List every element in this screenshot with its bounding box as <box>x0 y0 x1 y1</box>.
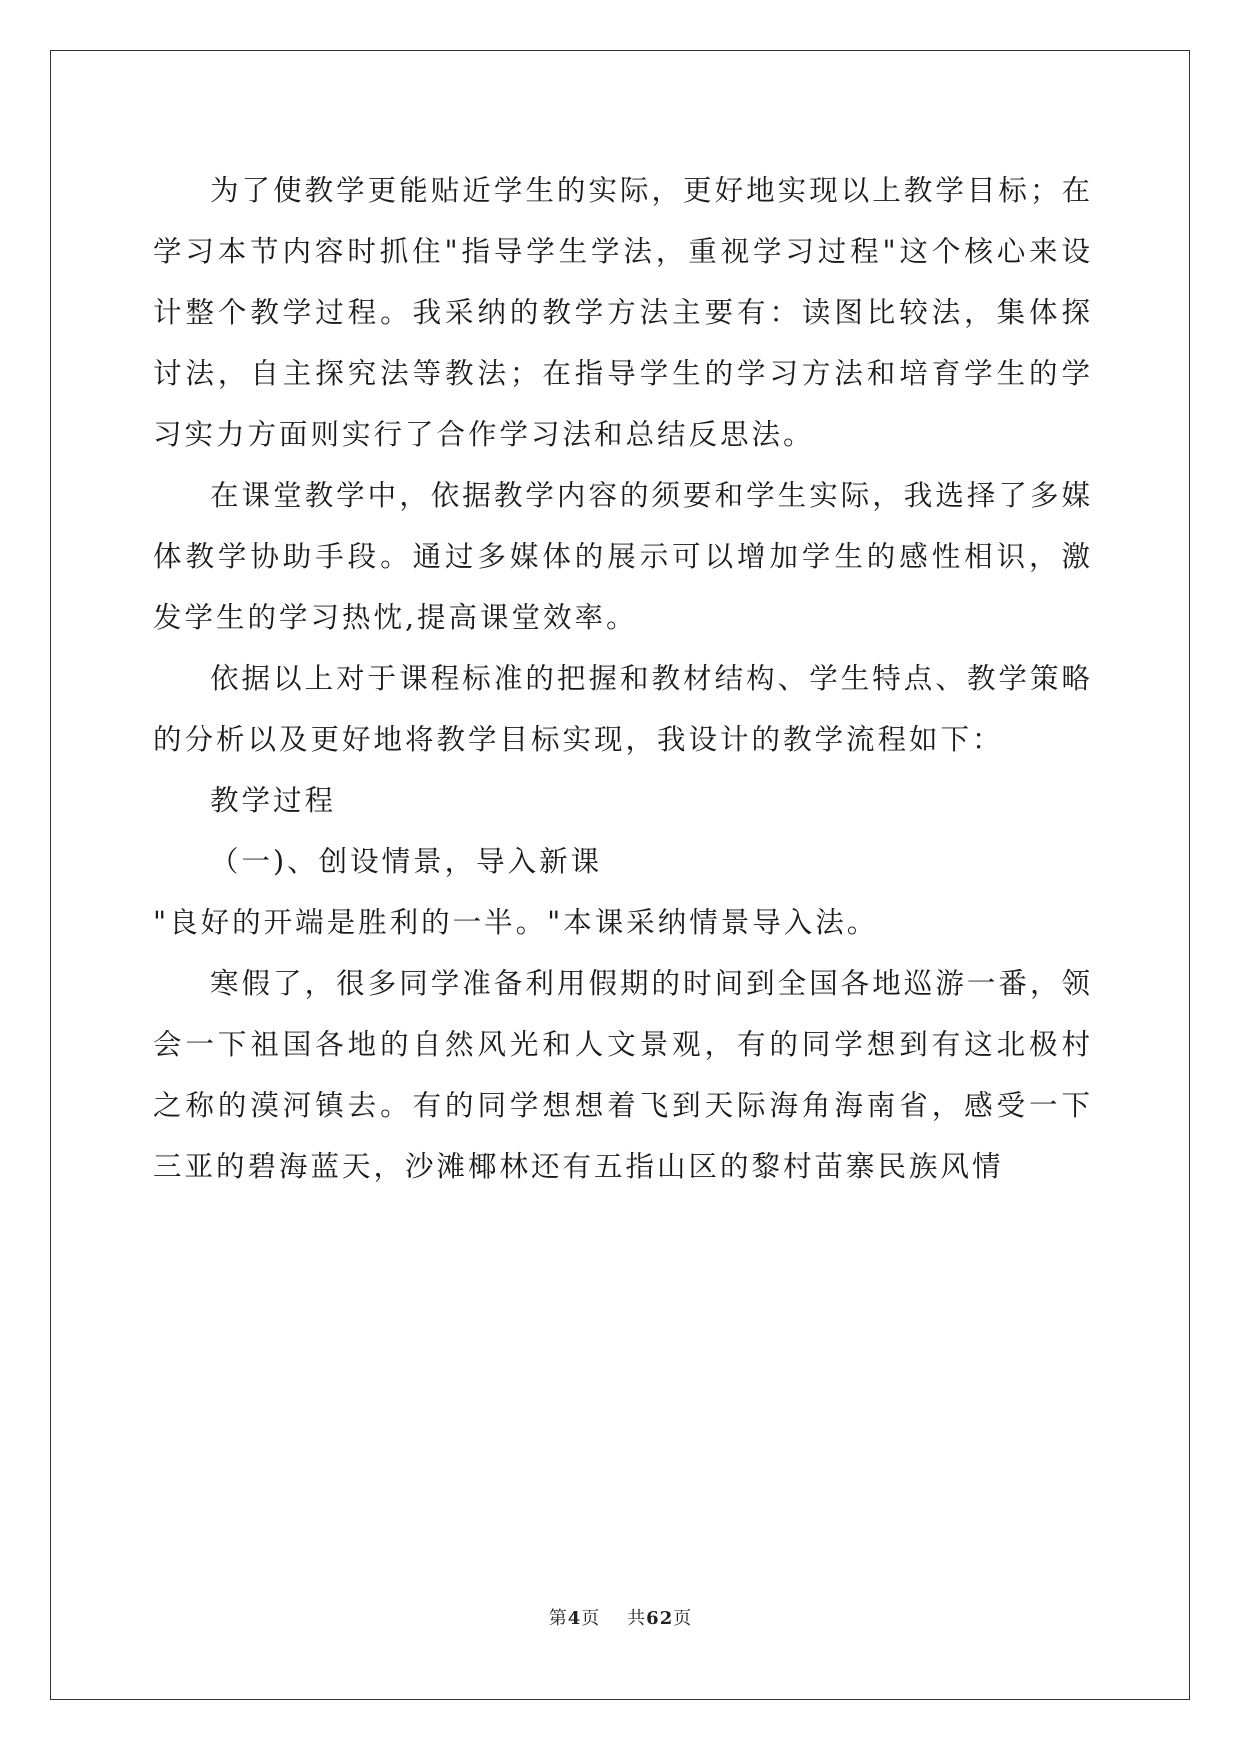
paragraph-7: 寒假了，很多同学准备利用假期的时间到全国各地巡游一番，领会一下祖国各地的自然风光和人文景观，有的同学想到有这北极村之称的漠河镇去。有的同学想想着飞到天际海角海南省，感受一下三亚的碧海蓝天，沙滩椰林还有五指山区的黎村苗寨民族风情 <box>153 967 1093 1183</box>
page-footer <box>0 1604 1241 1630</box>
subsection-heading: （一)、创设情景，导入新课 <box>210 845 603 878</box>
section-heading: 教学过程 <box>210 784 337 817</box>
paragraph-1: 为了使教学更能贴近学生的实际，更好地实现以上教学目标；在学习本节内容时抓住"指导学生学法，重视学习过程"这个核心来设计整个教学过程。我采纳的教学方法主要有：读图比较法，集体探讨法，自主探究法等教法；在指导学生的学习方法和培育学生的学习实力方面则实行了合作学习法和总结反思法。 <box>153 174 1093 451</box>
document-body <box>153 160 1093 1197</box>
page-number: 4 <box>567 1608 582 1629</box>
page-suffix: 页 <box>581 1608 601 1629</box>
paragraph-2: 在课堂教学中，依据教学内容的须要和学生实际，我选择了多媒体教学协助手段。通过多媒体的展示可以增加学生的感性相识，激发学生的学习热忱,提高课堂效率。 <box>153 479 1093 634</box>
total-pages: 62 <box>646 1608 674 1629</box>
page-prefix: 第 <box>548 1608 568 1629</box>
total-prefix: 共 <box>627 1608 647 1629</box>
paragraph-quote: "良好的开端是胜利的一半。"本课采纳情景导入法。 <box>153 906 879 939</box>
total-suffix: 页 <box>673 1608 693 1629</box>
paragraph-3: 依据以上对于课程标准的把握和教材结构、学生特点、教学策略的分析以及更好地将教学目标实现，我设计的教学流程如下： <box>153 662 1093 756</box>
